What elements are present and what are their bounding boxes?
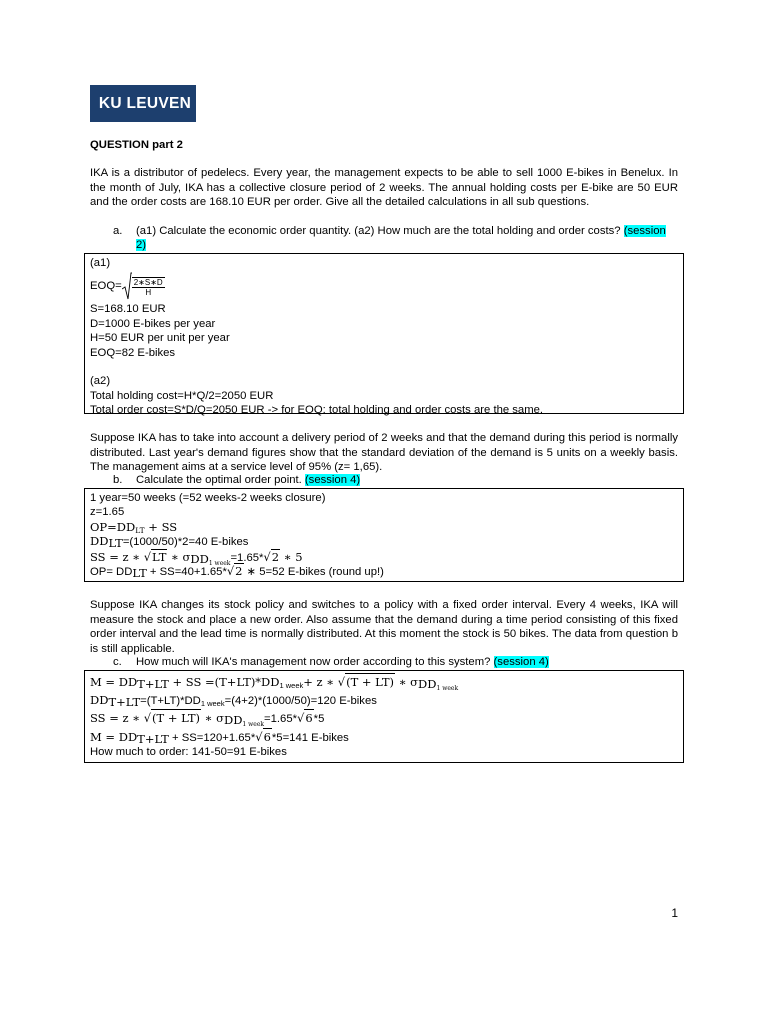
ss-start: SS = z ∗: [90, 549, 144, 564]
answer-c-m-formula: [90, 673, 683, 692]
question-a-marker: a.: [113, 225, 123, 237]
question-c-session-highlight: (session 4): [493, 656, 549, 668]
m-formula-start: M = DD: [90, 675, 138, 689]
op-sqrt-2-radicand: 2: [235, 563, 243, 578]
ss-sigma: ∗ σ: [167, 549, 191, 564]
op-formula-start: OP=DD: [90, 519, 136, 534]
m-sigma-sub-dd: DD: [418, 677, 437, 691]
logo-text: KU LEUVEN: [98, 94, 192, 112]
answer-b-ss: [90, 549, 683, 567]
question-a-text: [136, 225, 666, 237]
question-b-body: Calculate the optimal order point.: [136, 474, 302, 486]
ss-c-start: SS = z ∗: [90, 711, 144, 725]
m-result-sqrt: √6: [255, 730, 271, 744]
answer-b-dd: [90, 534, 683, 551]
m-formula-sub: T+LT: [137, 677, 169, 691]
answer-b-op-formula: [90, 520, 683, 534]
dd-tlt-value: =(4+2)*(1000/50)=120 E-bikes: [224, 695, 377, 707]
dd-tlt-sub: T+LT: [108, 695, 141, 709]
sqrt-lt: √LT: [143, 549, 167, 564]
ss-c-sqrt-6-radicand: 6: [305, 711, 313, 725]
m-formula-z: + z ∗: [303, 675, 338, 689]
ss-c-sqrt-radicand: (T + LT): [152, 711, 200, 725]
answer-box-b: [84, 488, 684, 582]
op-result-end: ∗ 5=52 E-bikes (round up!): [243, 565, 384, 578]
answer-b-z: z=1.65: [90, 506, 125, 519]
m-formula-sigma: ∗ σ: [395, 675, 419, 689]
ss-value: =1.65*: [230, 551, 264, 564]
sqrt-lt-radicand: LT: [152, 549, 167, 564]
page-number: 1: [671, 906, 678, 920]
ss-sigma-sub-dd: DD: [190, 551, 209, 566]
m-result-sqrt-radicand: 6: [263, 730, 271, 744]
op-sqrt-2: √2: [226, 563, 243, 578]
ss-c-end: *5: [313, 713, 325, 725]
eoq-denominator: H: [145, 287, 152, 297]
op-formula-sub: LT: [135, 525, 145, 535]
answer-c-order-amount: How much to order: 141-50=91 E-bikes: [90, 746, 287, 758]
eoq-sqrt: [122, 272, 165, 300]
op-result-start: OP= DD: [90, 565, 133, 578]
answer-s: S=168.10 EUR: [90, 303, 166, 316]
question-a-session-highlight-2: 2): [136, 239, 147, 251]
op-result-sub: LT: [132, 565, 147, 580]
dd-sub: LT: [108, 536, 123, 551]
intro-paragraph: IKA is a distributor of pedelecs. Every year, the management expects to be able to sell 1000 E-bikes in Benelux. In the month of July, IKA has a collective closure period of 2 weeks. The annual holding costs per E-bike are 50 EUR and the order costs are 168.10 EUR per order. Give all the detailed calculations in all sub questions.: [90, 167, 678, 209]
ss-c-sigma-subsub: 1 week: [242, 721, 265, 728]
ss-c-sqrt: √(T + LT): [143, 711, 200, 725]
ss-c-sqrt-6: √6: [297, 711, 313, 725]
question-heading: QUESTION part 2: [90, 139, 183, 151]
answer-a1-label: (a1): [90, 257, 111, 269]
m-sigma-sub: [418, 677, 458, 691]
question-b-text: [136, 474, 360, 486]
answer-d: D=1000 E-bikes per year: [90, 317, 216, 330]
m-result-end: *5=141 E-bikes: [271, 732, 349, 744]
answer-holding-cost: Total holding cost=H*Q/2=2050 EUR: [90, 389, 274, 402]
blank-line: [90, 360, 683, 374]
paragraph-c: Suppose IKA changes its stock policy and switches to a policy with a fixed order interval. Every 4 weeks, IKA will measure the stock and place a new order. Also assume that the demand during a time period consisting of this fixed order interval and the lead time is normally distributed. At this moment the stock is 50 bikes. The data from question b is still applicable.: [90, 599, 678, 655]
eoq-fraction: [132, 277, 165, 297]
question-a-session-highlight: (session: [623, 225, 666, 237]
answer-b-op-result: [90, 563, 683, 580]
ss-end: ∗ 5: [280, 549, 303, 564]
eoq-label: EOQ=: [90, 280, 122, 293]
answer-a2-label: (a2): [90, 375, 111, 388]
dd-value: =(1000/50)*2=40 E-bikes: [122, 536, 249, 549]
m-result-sub: T+LT: [137, 732, 169, 746]
eoq-formula: [90, 270, 683, 302]
sqrt-2: √2: [263, 549, 280, 564]
m-sqrt-radicand: (T + LT): [346, 675, 395, 689]
m-sqrt: √(T + LT): [337, 675, 395, 689]
op-result-mid: + SS=40+1.65*: [146, 565, 227, 578]
m-formula-sub2: 1 week: [279, 681, 304, 690]
question-b-session-highlight: (session 4): [304, 474, 361, 486]
sqrt-2-radicand: 2: [271, 549, 280, 564]
ss-c-value: =1.65*: [264, 713, 298, 725]
question-c-body: How much will IKA's management now order according to this system?: [136, 656, 491, 668]
answer-box-c: [84, 670, 684, 763]
answer-box-a: [84, 253, 684, 417]
radical-sign-icon: [122, 272, 132, 300]
paragraph-b: Suppose IKA has to take into account a delivery period of 2 weeks and that the demand during this period is normally distributed. Last year's demand figures show that the standard deviation of the demand is 5 units on a weekly basis. The management aims at a service level of 95% (z= 1,65).: [90, 432, 678, 474]
ss-c-sigma: ∗ σ: [200, 711, 224, 725]
answer-b-weeks: 1 year=50 weeks (=52 weeks-2 weeks closure): [90, 492, 326, 504]
answer-c-m-result: [90, 728, 683, 744]
m-sigma-subsub: 1 week: [436, 685, 459, 692]
dd-tlt-sub2: 1 week: [200, 699, 225, 708]
question-c-text: [136, 656, 549, 668]
op-formula-end: + SS: [144, 519, 178, 534]
eoq-numerator: 2∗S∗D: [133, 277, 163, 287]
answer-eoq: EOQ=82 E-bikes: [90, 346, 176, 359]
dd-tlt-formula: =(T+LT)*DD: [140, 695, 201, 707]
ss-c-sigma-sub-dd: DD: [223, 713, 243, 727]
m-formula-mid: + SS =(T+LT)*DD: [168, 675, 280, 689]
ku-leuven-logo: [90, 85, 196, 122]
question-c-marker: c.: [113, 656, 122, 668]
answer-h: H=50 EUR per unit per year: [90, 332, 230, 345]
dd-label: DD: [90, 534, 109, 549]
m-result-mid: + SS=120+1.65*: [168, 732, 256, 744]
dd-tlt-label: DD: [90, 693, 109, 707]
answer-order-cost: Total order cost=S*D/Q=2050 EUR -> for EOQ: total holding and order costs are the same.: [90, 404, 544, 417]
question-a-body: (a1) Calculate the economic order quantity. (a2) How much are the total holding and order costs?: [136, 225, 621, 237]
question-b-marker: b.: [113, 474, 123, 486]
answer-c-ss: [90, 709, 683, 728]
m-result-start: M = DD: [90, 730, 138, 744]
ss-sigma-subsub: 1 week: [208, 559, 231, 567]
ss-c-sigma-sub: [224, 713, 264, 727]
answer-c-dd: [90, 692, 683, 709]
question-a-session-cont: [136, 239, 146, 251]
